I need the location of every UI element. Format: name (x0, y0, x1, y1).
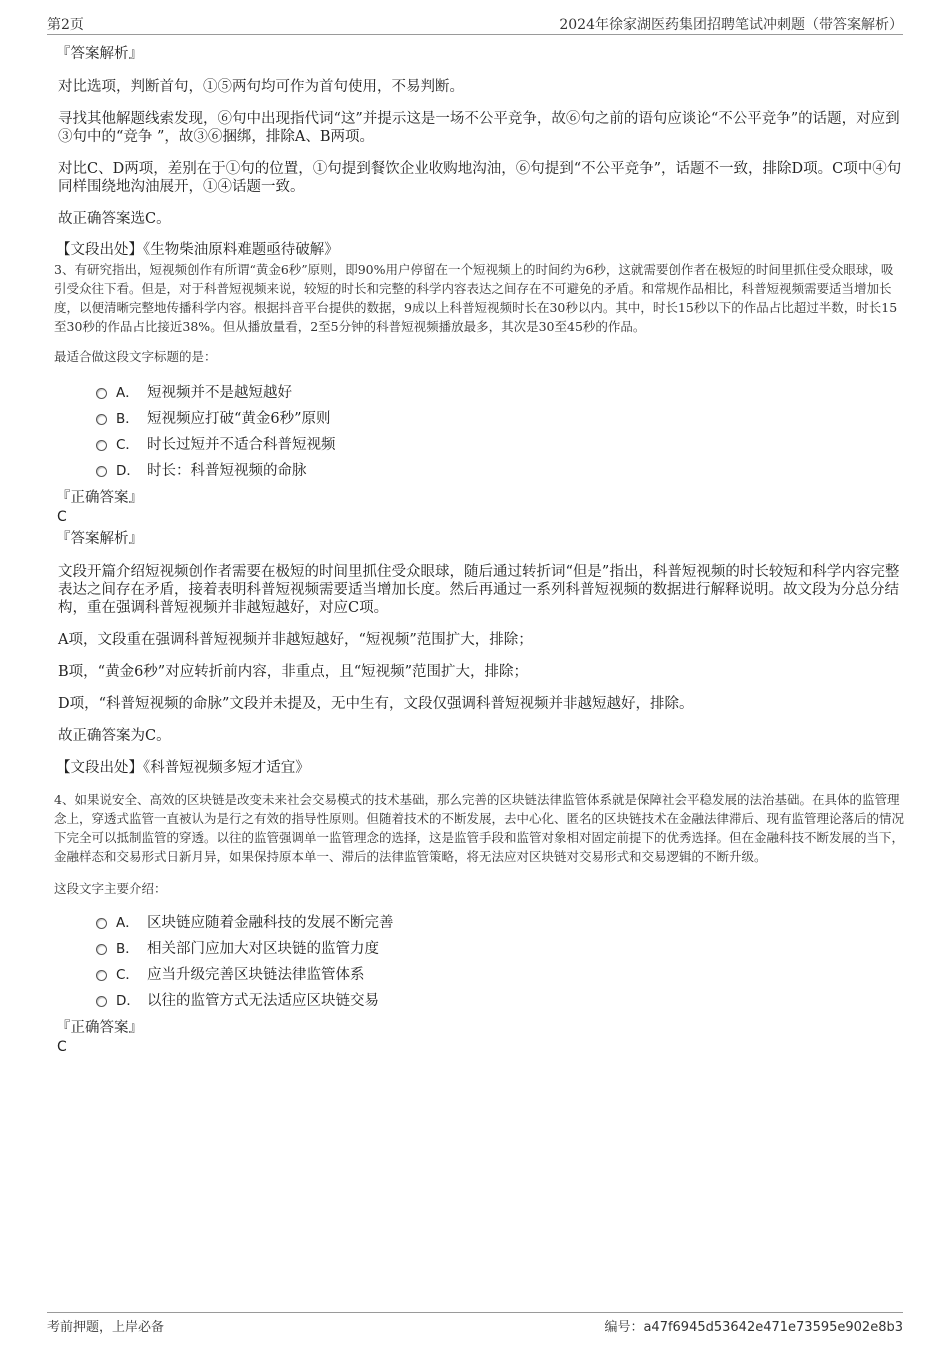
analysis-para: 文段开篇介绍短视频创作者需要在极短的时间里抓住受众眼球，随后通过转折词“但是”指出，科普短视频的时长较短和科学内容完整表达之间存在矛盾，接着表明科普短视频需要适当增加长度。然后再通过一系列科普短视频的数据进行解释说明。故文段为分总分结构，重在强调科普短视频并非越短越好，对应C项。 (58, 564, 900, 616)
page-footer (47, 1312, 903, 1337)
analysis-para: 对比选项，判断首句，①⑤两句均可作为首句使用，不易判断。 (58, 79, 464, 95)
option-text: 短视频应打破“黄金6秒”原则 (147, 410, 331, 427)
code-label: 编号： (604, 1320, 644, 1335)
answer-value: C (57, 1039, 67, 1055)
radio-button[interactable] (96, 996, 107, 1007)
option-letter: A． (116, 915, 139, 931)
radio-button[interactable] (96, 440, 107, 451)
analysis-para: 故正确答案为C。 (58, 728, 171, 744)
radio-button[interactable] (96, 414, 107, 425)
question-4 (56, 790, 904, 1056)
option-letter: C． (116, 967, 139, 983)
source-citation: 【文段出处】《生物柴油原料难题亟待破解》 (56, 242, 339, 258)
page-number: 第2页 (47, 17, 84, 33)
answer-label: 『正确答案』 (56, 1020, 143, 1036)
analysis-para: A项，文段重在强调科普短视频并非越短越好，“短视频”范围扩大，排除； (58, 632, 533, 648)
block1-analysis (56, 44, 904, 260)
option-a[interactable] (96, 908, 904, 934)
option-letter: D． (116, 993, 140, 1009)
question-text: 3、有研究指出，短视频创作有所谓“黄金6秒”原则，即90%用户停留在一个短视频上的时间约为6秒，这就需要创作者在极短的时间里抓住受众眼球，吸引受众往下看。但是，对于科普短视频来说，较短的时长和完整的科学内容表达之间存在不可避免的矛盾。和常规作品相比，科普短视频需要适当增加长度，以便清晰完整地传播科学内容。根据抖音平台提供的数据，9成以上科普短视频时长在30秒以内。其中，时长15秒以下的作品占比超过半数，时长15至30秒的作品占比接近38%。但从播放量看，2至5分钟的科普短视频播放最多，其次是30至45秒的作品。 (54, 262, 898, 334)
option-d[interactable] (96, 456, 904, 482)
option-list (56, 908, 904, 1012)
code-value: a47f6945d53642e471e73595e902e8b3 (643, 1320, 903, 1335)
source-citation: 【文段出处】《科普短视频多短才适宜》 (56, 760, 310, 776)
option-letter: B． (116, 411, 139, 427)
option-text: 相关部门应加大对区块链的监管力度 (147, 940, 379, 957)
answer-label: 『正确答案』 (56, 490, 143, 506)
option-text: 应当升级完善区块链法律监管体系 (147, 966, 365, 983)
document-body (56, 44, 904, 1056)
option-text: 短视频并不是越短越好 (147, 384, 292, 401)
analysis-label: 『答案解析』 (56, 46, 143, 62)
question-prompt: 这段文字主要介绍： (54, 881, 167, 896)
option-text: 时长：科普短视频的命脉 (147, 462, 307, 479)
analysis-para: B项，“黄金6秒”对应转折前内容，非重点，且“短视频”范围扩大，排除； (58, 664, 529, 680)
answer-value: C (57, 509, 67, 525)
option-c[interactable] (96, 430, 904, 456)
analysis-para: D项，“科普短视频的命脉”文段并未提及，无中生有，文段仅强调科普短视频并非越短越好，排除。 (58, 696, 694, 712)
option-text: 区块链应随着金融科技的发展不断完善 (147, 914, 394, 931)
option-letter: C． (116, 437, 139, 453)
document-code (604, 1316, 903, 1335)
option-text: 时长过短并不适合科普短视频 (147, 436, 336, 453)
analysis-para: 寻找其他解题线索发现，⑥句中出现指代词“这”并提示这是一场不公平竞争，故⑥句之前的语句应谈论“不公平竞争”的话题，对应到③句中的“竞争 ”，故③⑥捆绑，排除A、B两项。 (58, 111, 900, 145)
document-title: 2024年徐家湖医药集团招聘笔试冲刺题（带答案解析） (559, 17, 903, 33)
page-header (47, 12, 903, 35)
option-letter: A． (116, 385, 139, 401)
option-a[interactable] (96, 378, 904, 404)
option-letter: D． (116, 463, 140, 479)
option-c[interactable] (96, 960, 904, 986)
option-b[interactable] (96, 934, 904, 960)
radio-button[interactable] (96, 970, 107, 981)
option-d[interactable] (96, 986, 904, 1012)
analysis-label: 『答案解析』 (56, 531, 143, 547)
option-letter: B． (116, 941, 139, 957)
option-list (56, 378, 904, 482)
question-text: 4、如果说安全、高效的区块链是改变未来社会交易模式的技术基础，那么完善的区块链法律监管体系就是保障社会平稳发展的法治基础。在具体的监管理念上，穿透式监管一直被认为是行之有效的指导性原则。但随着技术的不断发展，去中心化、匿名的区块链技术在金融法律滞后、现有监管理论落后的情况下完全可以抵制监管的穿透。以往的监管强调单一监管理念的选择，这是监管手段和监管对象相对固定前提下的优秀选择。但在金融科技不断发展的当下，金融样态和交易形式日新月异，如果保持原本单一、滞后的法律监管策略，将无法应对区块链对交易形式和交易逻辑的不断升级。 (54, 792, 905, 864)
radio-button[interactable] (96, 466, 107, 477)
radio-button[interactable] (96, 918, 107, 929)
question-3 (56, 260, 904, 778)
radio-button[interactable] (96, 944, 107, 955)
analysis-para: 对比C、D两项，差别在于①句的位置，①句提到餐饮企业收购地沟油，⑥句提到“不公平竞争”，话题不一致，排除D项。C项中④句同样围绕地沟油展开，①④话题一致。 (58, 161, 902, 195)
option-text: 以往的监管方式无法适应区块链交易 (147, 992, 379, 1009)
question-prompt: 最适合做这段文字标题的是： (54, 349, 217, 364)
option-b[interactable] (96, 404, 904, 430)
analysis-para: 故正确答案选C。 (58, 211, 171, 227)
footer-slogan: 考前押题，上岸必备 (47, 1320, 165, 1335)
radio-button[interactable] (96, 388, 107, 399)
